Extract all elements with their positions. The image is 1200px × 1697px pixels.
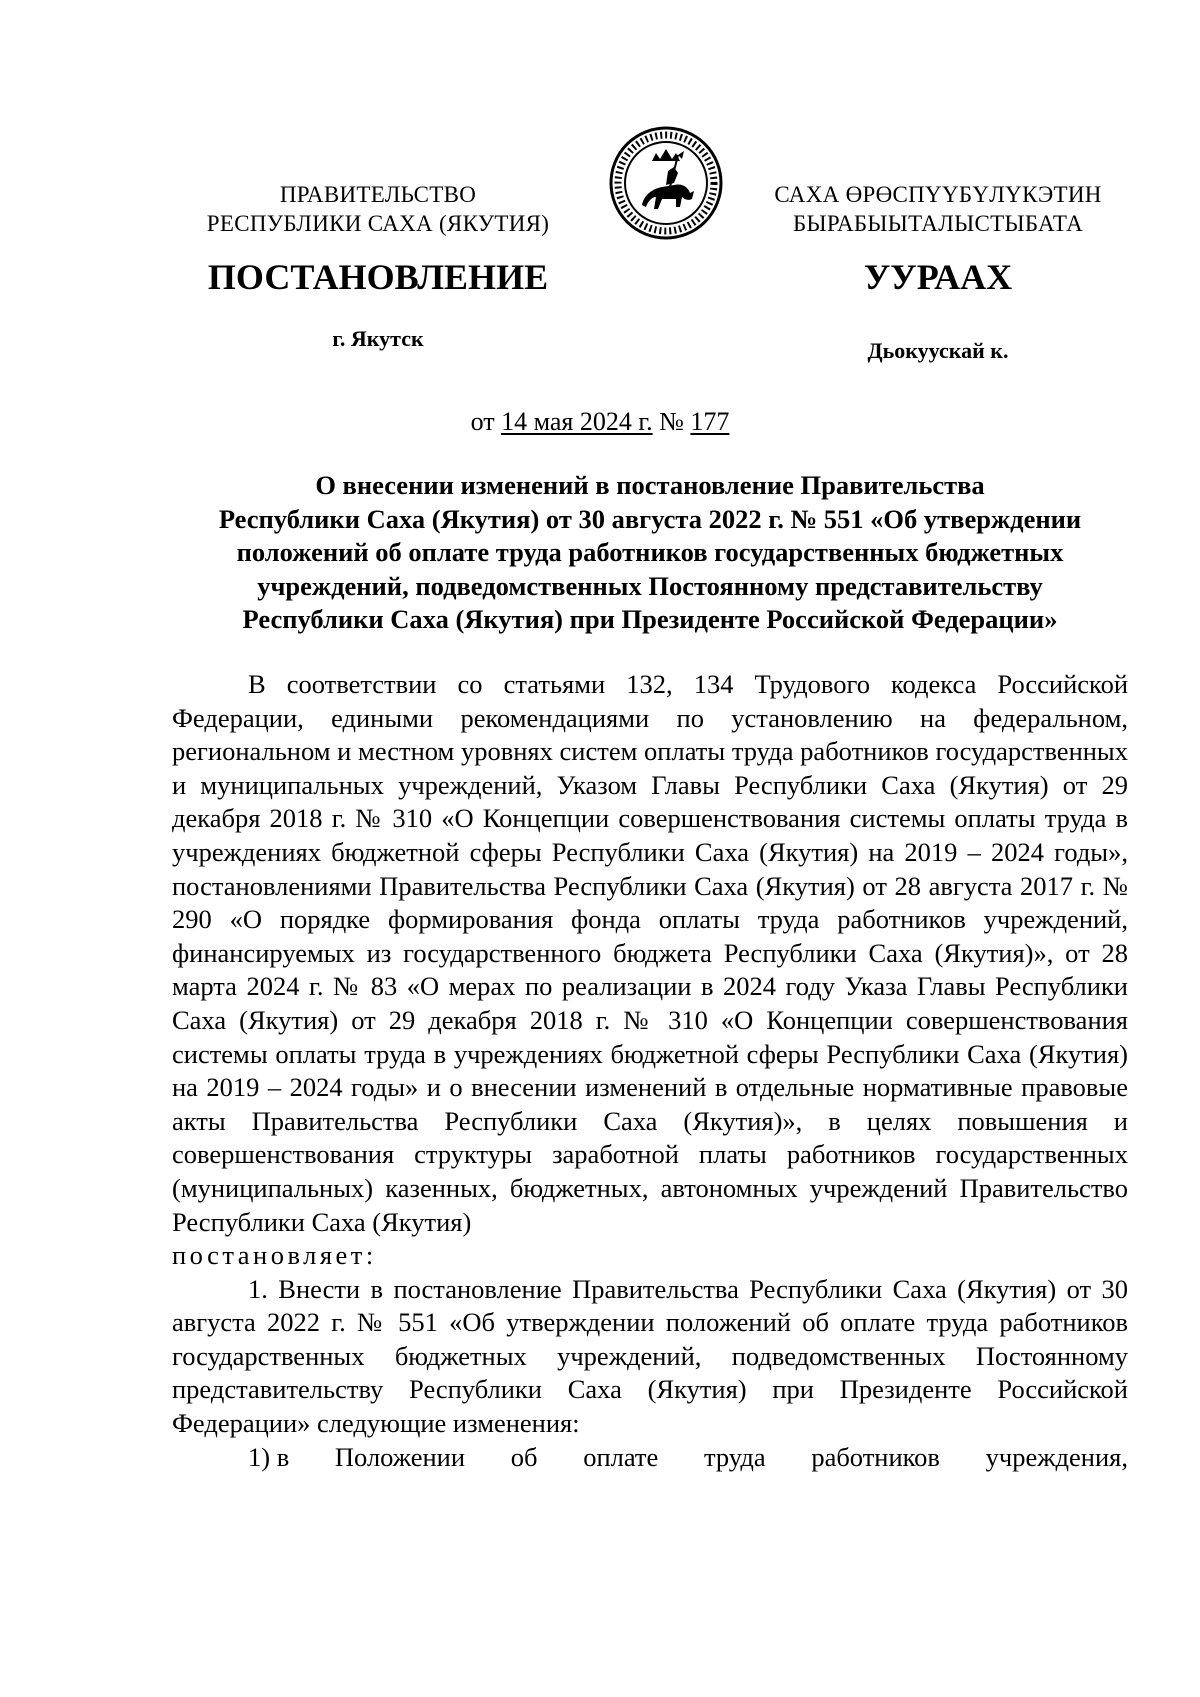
subject-line: положений об оплате труда работников государственных бюджетных (236, 537, 1064, 568)
sub-item-word: 1) в (248, 1441, 290, 1472)
issuer-sakha-line2: БЫРАБЫЫТАЛЫСТЫБАТА (792, 211, 1084, 236)
sub-item-word: об (510, 1441, 538, 1472)
sub-item-word: учреждения, (985, 1441, 1128, 1472)
document-date-number (0, 407, 1200, 437)
doc-type-sakha: УУРААХ (863, 257, 1013, 297)
sub-item-word: Положении (334, 1441, 466, 1472)
resolves-word: постановляет: (172, 1240, 377, 1271)
document-number: 177 (690, 407, 730, 436)
coat-of-arms-emblem (608, 125, 724, 241)
document-body (172, 668, 1128, 1474)
sub-item-1-line (172, 1441, 1128, 1475)
document-date: 14 мая 2024 г. (501, 407, 653, 436)
issuer-ru (168, 180, 588, 238)
subject-line: учреждений, подведомственных Постоянному представительству (257, 570, 1043, 601)
subject-line: О внесении изменений в постановление Правительства (315, 470, 985, 500)
sub-item-word: труда (703, 1441, 766, 1472)
document-subject (170, 469, 1130, 637)
issuer-ru-line2: РЕСПУБЛИКИ САХА (ЯКУТИЯ) (206, 211, 550, 236)
number-sign: № (659, 407, 684, 436)
item-1-paragraph: 1. Внести в постановление Правительства Республики Саха (Якутия) от 30 августа 2022 г. № 551 «Об утверждении положений об оплате труда работников государственных бюджетных учреждений, подведомственных Постоянному представительству Республики Саха (Якутия) при Президенте Российской Федерации» следующие изменения: (172, 1273, 1128, 1439)
city-ru: г. Якутск (332, 326, 424, 351)
preamble-paragraph: В соответствии со статьями 132, 134 Трудового кодекса Российской Федерации, едиными рекомендациями по установлению на федеральном, региональном и местном уровнях систем оплаты труда работников государственных и муниципальных учреждений, Указом Главы Республики Саха (Якутия) от 29 декабря 2018 г. № 310 «О Концепции совершенствования системы оплаты труда в учреждениях бюджетной сферы Республики Саха (Якутия) на 2019 – 2024 годы», постановлениями Правительства Республики Саха (Якутия) от 28 августа 2017 г. № 290 «О порядке формирования фонда оплаты труда работников учреждений, финансируемых из государственного бюджета Республики Саха (Якутия)», от 28 марта 2024 г. № 83 «О мерах по реализации в 2024 году Указа Главы Республики Саха (Якутия) от 29 декабря 2018 г. № 310 «О Концепции совершенствования системы оплаты труда в учреждениях бюджетной сферы Республики Саха (Якутия) на 2019 – 2024 годы» и о внесении изменений в отдельные нормативные правовые акты Правительства Республики Саха (Якутия)», в целях повышения и совершенствования структуры заработной платы работников государственных (муниципальных) казенных, бюджетных, автономных учреждений Правительство Республики Саха (Якутия) (172, 669, 1128, 1237)
doc-type-ru: ПОСТАНОВЛЕНИЕ (207, 257, 549, 297)
sub-item-word: работников (811, 1441, 940, 1472)
issuer-sakha (742, 180, 1134, 238)
date-prefix: от (470, 407, 495, 436)
issuer-ru-line1: ПРАВИТЕЛЬСТВО (279, 182, 477, 207)
issuer-sakha-line1: САХА ӨРӨСПҮҮБҮЛҮКЭТИН (774, 182, 1102, 207)
sub-item-word: оплате (583, 1441, 659, 1472)
subject-line: Республики Саха (Якутия) от 30 августа 2022 г. № 551 «Об утверждении (218, 503, 1082, 534)
city-sakha: Дьокуускай к. (867, 338, 1009, 363)
subject-line: Республики Саха (Якутия) при Президенте Российской Федерации» (242, 604, 1058, 635)
